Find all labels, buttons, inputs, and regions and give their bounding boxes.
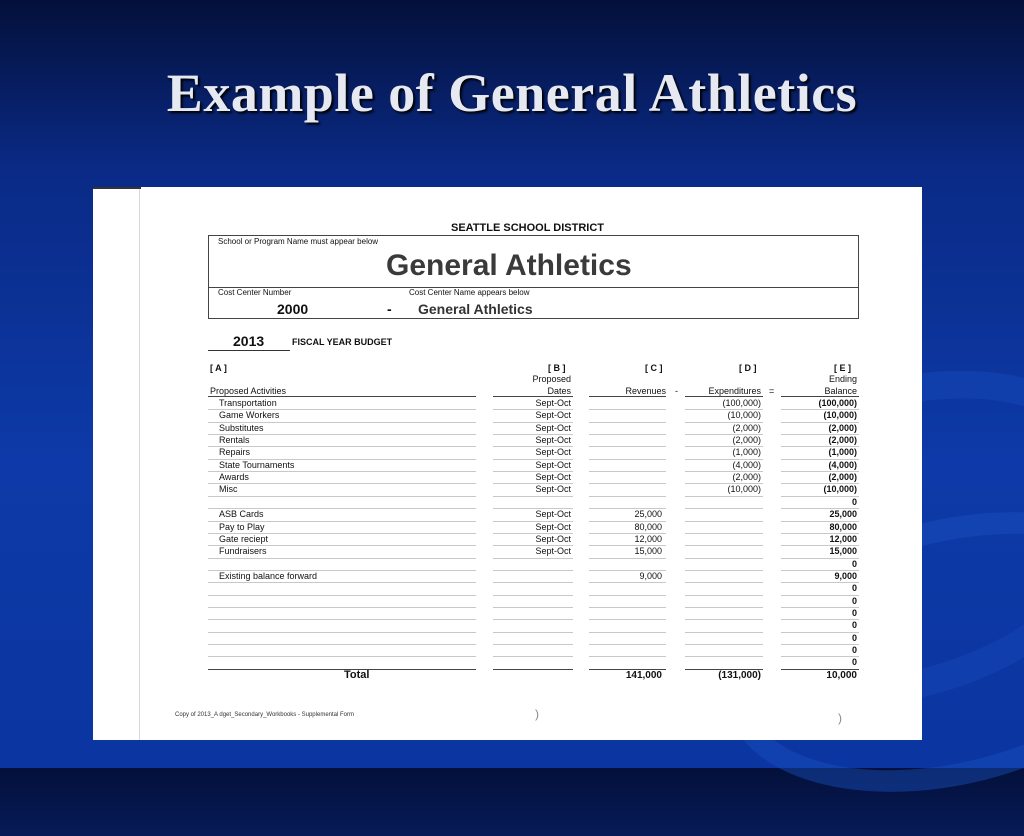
row-revenue: 25,000	[634, 509, 662, 520]
cost-center-label: Cost Center Number	[218, 288, 292, 297]
column-e-label-2: Balance	[824, 386, 857, 396]
scanned-document	[93, 187, 922, 740]
row-activity: Pay to Play	[219, 521, 265, 532]
row-rule	[493, 558, 573, 559]
row-rule	[685, 656, 763, 657]
column-e-label-1: Ending	[828, 374, 857, 384]
row-rule	[589, 434, 666, 435]
row-rule	[208, 496, 476, 497]
cost-center-name: General Athletics	[418, 301, 533, 317]
row-expenditure: (2,000)	[732, 435, 761, 446]
row-activity: Misc	[219, 484, 238, 495]
total-revenue: 141,000	[625, 670, 662, 681]
row-revenue: 80,000	[634, 521, 662, 532]
row-revenue: 12,000	[634, 533, 662, 544]
row-rule	[208, 607, 476, 608]
total-rule	[493, 669, 573, 670]
column-b-label-2: Dates	[547, 386, 571, 396]
district-name: SEATTLE SCHOOL DISTRICT	[451, 222, 604, 234]
row-rule	[208, 558, 476, 559]
row-date: Sept-Oct	[535, 521, 571, 532]
row-date: Sept-Oct	[535, 410, 571, 421]
row-rule	[685, 545, 763, 546]
row-balance: 0	[851, 632, 857, 643]
row-rule	[685, 508, 763, 509]
row-rule	[685, 607, 763, 608]
row-rule	[589, 595, 666, 596]
row-balance: 0	[851, 607, 857, 618]
total-balance: 10,000	[826, 670, 857, 681]
row-balance: 12,000	[829, 533, 857, 544]
header-rule	[493, 396, 573, 397]
row-balance: (10,000)	[823, 484, 857, 495]
year-underline	[208, 350, 290, 351]
row-balance: (10,000)	[823, 410, 857, 421]
column-b-code: [ B ]	[548, 363, 566, 373]
header-rule	[208, 396, 476, 397]
column-c-label: Revenues	[625, 386, 666, 396]
row-rule	[493, 496, 573, 497]
program-name: General Athletics	[386, 249, 632, 282]
row-balance: (100,000)	[818, 398, 857, 408]
row-rule	[589, 632, 666, 633]
header-rule	[685, 396, 763, 397]
row-rule	[589, 607, 666, 608]
row-rule	[493, 632, 573, 633]
row-activity: Rentals	[219, 435, 250, 446]
total-expenditure: (131,000)	[718, 670, 761, 681]
row-balance: (2,000)	[828, 435, 857, 446]
row-date: Sept-Oct	[535, 533, 571, 544]
row-rule	[589, 582, 666, 583]
row-rule	[685, 582, 763, 583]
row-date: Sept-Oct	[535, 459, 571, 470]
row-rule	[589, 422, 666, 423]
column-c-code: [ C ]	[645, 363, 663, 373]
row-rule	[208, 619, 476, 620]
row-date: Sept-Oct	[535, 484, 571, 495]
row-rule	[493, 619, 573, 620]
row-rule	[685, 619, 763, 620]
row-date: Sept-Oct	[535, 447, 571, 458]
row-rule	[208, 644, 476, 645]
row-rule	[589, 459, 666, 460]
row-rule	[493, 570, 573, 571]
header-rule	[589, 396, 666, 397]
row-rule	[493, 582, 573, 583]
row-activity: Gate reciept	[219, 533, 269, 544]
row-revenue: 15,000	[634, 546, 662, 557]
row-expenditure: (4,000)	[732, 459, 761, 470]
row-activity: State Tournaments	[219, 459, 295, 470]
row-balance: 0	[851, 645, 857, 655]
scan-edge	[93, 187, 141, 189]
row-date: Sept-Oct	[535, 398, 571, 408]
row-expenditure: (100,000)	[722, 398, 761, 408]
row-balance: (2,000)	[828, 422, 857, 433]
row-activity: Substitutes	[219, 422, 264, 433]
row-rule	[589, 619, 666, 620]
row-balance: 9,000	[834, 570, 857, 581]
row-expenditure: (2,000)	[732, 472, 761, 483]
row-rule	[685, 570, 763, 571]
row-rule	[208, 656, 476, 657]
row-rule	[208, 582, 476, 583]
row-date: Sept-Oct	[535, 472, 571, 483]
cost-center-number: 2000	[277, 301, 309, 317]
row-rule	[589, 558, 666, 559]
row-rule	[685, 595, 763, 596]
scan-mark: )	[838, 711, 842, 725]
row-rule	[208, 483, 476, 484]
row-activity: Fundraisers	[219, 546, 267, 557]
row-activity: Repairs	[219, 447, 251, 458]
row-rule	[589, 496, 666, 497]
row-balance: 25,000	[829, 509, 857, 520]
row-balance: 0	[851, 620, 857, 631]
total-rule	[208, 669, 476, 670]
row-rule	[685, 632, 763, 633]
box-divider	[209, 287, 858, 288]
row-rule	[685, 533, 763, 534]
slide-title: Example of General Athletics	[166, 63, 858, 123]
row-rule	[208, 632, 476, 633]
row-balance: (2,000)	[828, 472, 857, 483]
row-balance: 0	[851, 496, 857, 507]
row-date: Sept-Oct	[535, 422, 571, 433]
document-footer: Copy of 2013_A dget_Secondary_Workbooks - Supplemental Form	[175, 712, 354, 718]
row-rule	[589, 471, 666, 472]
row-activity: Transportation	[219, 398, 277, 408]
column-d-label: Expenditures	[708, 386, 761, 396]
total-label: Total	[344, 669, 370, 681]
row-activity: ASB Cards	[219, 509, 264, 520]
row-activity: Game Workers	[219, 410, 280, 421]
row-revenue: 9,000	[639, 570, 662, 581]
row-date: Sept-Oct	[535, 509, 571, 520]
row-rule	[589, 409, 666, 410]
header-rule	[781, 396, 859, 397]
row-balance: 0	[851, 657, 857, 668]
row-activity: Awards	[219, 472, 249, 483]
row-balance: (4,000)	[828, 459, 857, 470]
row-balance: 0	[851, 595, 857, 606]
row-rule	[493, 595, 573, 596]
row-rule	[493, 607, 573, 608]
fiscal-year-label: FISCAL YEAR BUDGET	[292, 337, 393, 347]
row-rule	[493, 644, 573, 645]
row-date: Sept-Oct	[535, 435, 571, 446]
row-expenditure: (1,000)	[732, 447, 761, 458]
column-a-code: [ A ]	[210, 363, 227, 373]
row-rule	[589, 446, 666, 447]
row-expenditure: (2,000)	[732, 422, 761, 433]
row-balance: 0	[851, 558, 857, 569]
row-activity: Existing balance forward	[219, 570, 318, 581]
column-a-label: Proposed Activities	[210, 386, 287, 396]
row-balance: 15,000	[829, 546, 857, 557]
minus-operator: -	[675, 386, 678, 396]
row-rule	[685, 521, 763, 522]
cost-center-dash: -	[387, 301, 392, 317]
row-rule	[589, 483, 666, 484]
row-rule	[685, 496, 763, 497]
scan-mark: )	[535, 707, 539, 721]
row-rule	[493, 656, 573, 657]
column-e-code: [ E ]	[834, 363, 851, 373]
row-expenditure: (10,000)	[727, 484, 761, 495]
scan-margin-line	[139, 187, 140, 740]
cost-center-name-label: Cost Center Name appears below	[409, 288, 530, 297]
row-rule	[589, 644, 666, 645]
row-balance: 80,000	[829, 521, 857, 532]
row-expenditure: (10,000)	[727, 410, 761, 421]
row-rule	[685, 644, 763, 645]
row-date: Sept-Oct	[535, 546, 571, 557]
row-rule	[685, 558, 763, 559]
column-b-label-1: Proposed	[532, 374, 571, 384]
budget-year: 2013	[233, 333, 265, 349]
row-rule	[208, 595, 476, 596]
row-rule	[589, 656, 666, 657]
equals-operator: =	[769, 386, 775, 396]
school-label: School or Program Name must appear below	[218, 237, 379, 246]
row-balance: 0	[851, 583, 857, 594]
row-balance: (1,000)	[828, 447, 857, 458]
column-d-code: [ D ]	[739, 363, 757, 373]
